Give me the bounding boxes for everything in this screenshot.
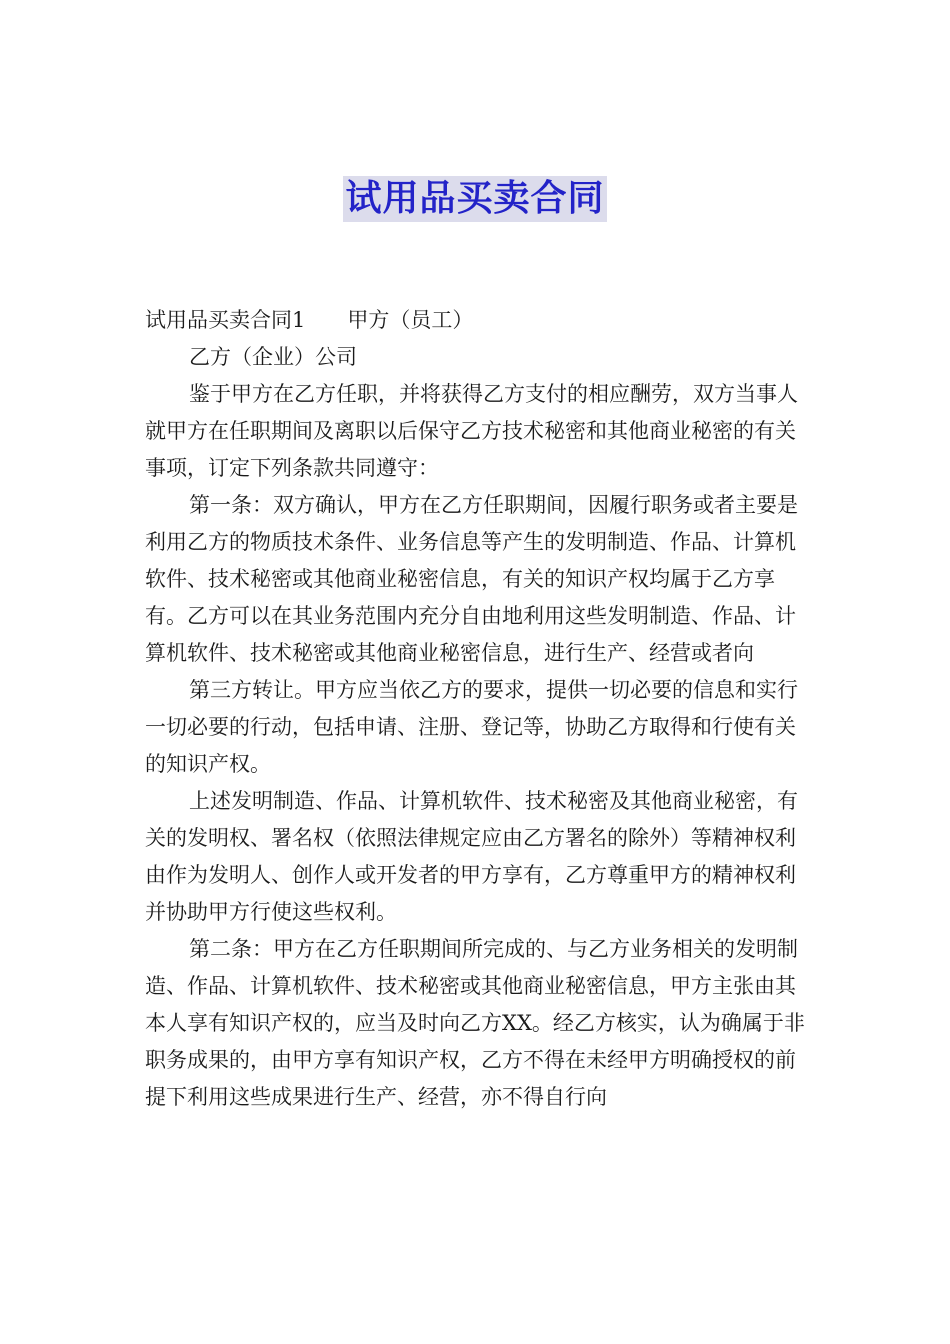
- party-a-label: 甲方（员工）: [347, 308, 474, 332]
- contract-heading: 试用品买卖合同1: [145, 308, 306, 332]
- paragraph-article-1: 第一条：双方确认，甲方在乙方任职期间，因履行职务或者主要是利用乙方的物质技术条件、业务信息等产生的发明制造、作品、计算机软件、技术秘密或其他商业秘密信息，有关的知识产权均属于乙方享有。乙方可以在其业务范围内充分自由地利用这些发明制造、作品、计算机软件、技术秘密或其他商业秘密信息，进行生产、经营或者向: [145, 493, 798, 665]
- paragraph-moral-rights: 上述发明制造、作品、计算机软件、技术秘密及其他商业秘密，有关的发明权、署名权（依照法律规定应由乙方署名的除外）等精神权利由作为发明人、创作人或开发者的甲方享有，乙方尊重甲方的精神权利并协助甲方行使这些权利。: [145, 789, 798, 924]
- paragraph-party-b: 乙方（企业）公司: [189, 345, 357, 369]
- paragraph-third-party: 第三方转让。甲方应当依乙方的要求，提供一切必要的信息和实行一切必要的行动，包括申请、注册、登记等，协助乙方取得和行使有关的知识产权。: [145, 678, 798, 776]
- document-title: 试用品买卖合同: [343, 176, 606, 222]
- paragraph-article-2: 第二条：甲方在乙方任职期间所完成的、与乙方业务相关的发明制造、作品、计算机软件、技术秘密或其他商业秘密信息，甲方主张由其本人享有知识产权的，应当及时向乙方XX。经乙方核实，认为确属于非职务成果的，由甲方享有知识产权，乙方不得在未经甲方明确授权的前提下利用这些成果进行生产、经营，亦不得自行向: [145, 937, 805, 1109]
- paragraph-preamble: 鉴于甲方在乙方任职，并将获得乙方支付的相应酬劳，双方当事人就甲方在任职期间及离职以后保守乙方技术秘密和其他商业秘密的有关事项，订定下列条款共同遵守：: [145, 382, 798, 480]
- title-container: [0, 176, 950, 222]
- document-body: [145, 302, 811, 1116]
- first-line: [145, 302, 811, 339]
